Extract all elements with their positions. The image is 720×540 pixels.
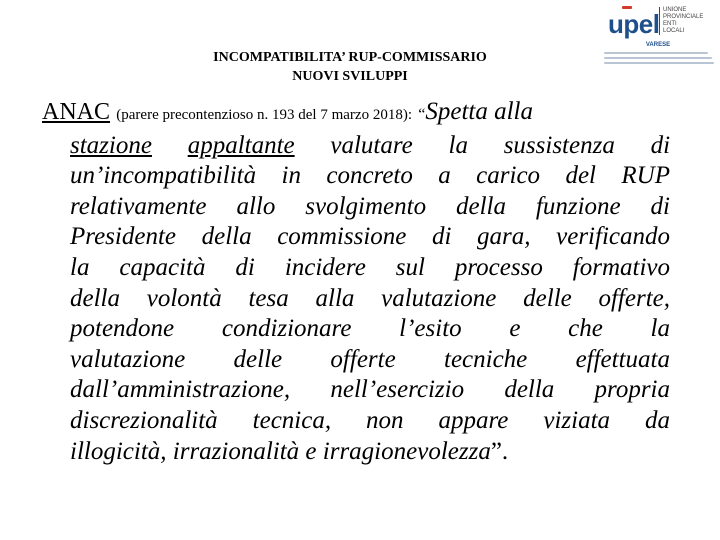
quote-body	[42, 97, 670, 467]
quote-line-11: illogicità, irrazionalità e irragionevolezza	[70, 437, 491, 465]
quote-line: relativamente allo svolgimento della funzione di	[70, 192, 670, 220]
quote-line: Presidente della commissione di gara, verificando	[70, 223, 670, 251]
upel-logo	[600, 2, 716, 70]
quote-line: potendone condizionare l’esito e che la	[70, 315, 670, 343]
logo-org-line-3: ENTI	[663, 21, 677, 27]
logo-organization	[659, 7, 719, 35]
quote-line: della volontà tesa alla valutazione delle offerte,	[70, 284, 670, 312]
quote-line-1-rest: valutare la sussistenza di	[330, 131, 671, 159]
open-quote-mark: “	[418, 106, 426, 123]
underlined-appaltante: appaltante	[187, 131, 295, 159]
quote-last-line	[42, 437, 670, 468]
logo-city: VARESE	[645, 42, 671, 48]
quote-reference: (parere precontenzioso n. 193 del 7 marzo 2018):	[116, 107, 412, 123]
quote-line: un’incompatibilità in concreto a carico del RUP	[70, 162, 670, 190]
quote-line: dall’amministrazione, nell’esercizio della propria	[70, 376, 670, 404]
quote-line: valutazione delle offerte tecniche effettuata	[70, 345, 670, 373]
quote-line	[42, 131, 670, 162]
logo-address-line	[604, 52, 708, 54]
quote-source: ANAC	[42, 99, 111, 125]
logo-org-line-4: LOCALI	[663, 28, 685, 34]
quote-line: la capacità di incidere sul processo formativo	[70, 253, 670, 281]
logo-address-line	[604, 62, 714, 64]
logo-address-line	[604, 57, 712, 59]
title-line-2: NUOVI SVILUPPI	[292, 69, 408, 84]
logo-wordmark: upel	[608, 9, 660, 39]
title-line-1: INCOMPATIBILITA’ RUP-COMMISSARIO	[213, 50, 487, 65]
logo-org-line-1: UNIONE	[663, 7, 687, 13]
logo-org-line-2: PROVINCIALE	[663, 14, 704, 20]
slide-title	[150, 48, 550, 86]
quote-first-words: Spetta alla	[425, 98, 533, 125]
close-quote-mark: ”.	[490, 437, 509, 465]
underlined-stazione: stazione	[70, 131, 152, 159]
quote-intro-line	[42, 97, 670, 131]
quote-line: discrezionalità tecnica, non appare viziata da	[70, 406, 670, 434]
